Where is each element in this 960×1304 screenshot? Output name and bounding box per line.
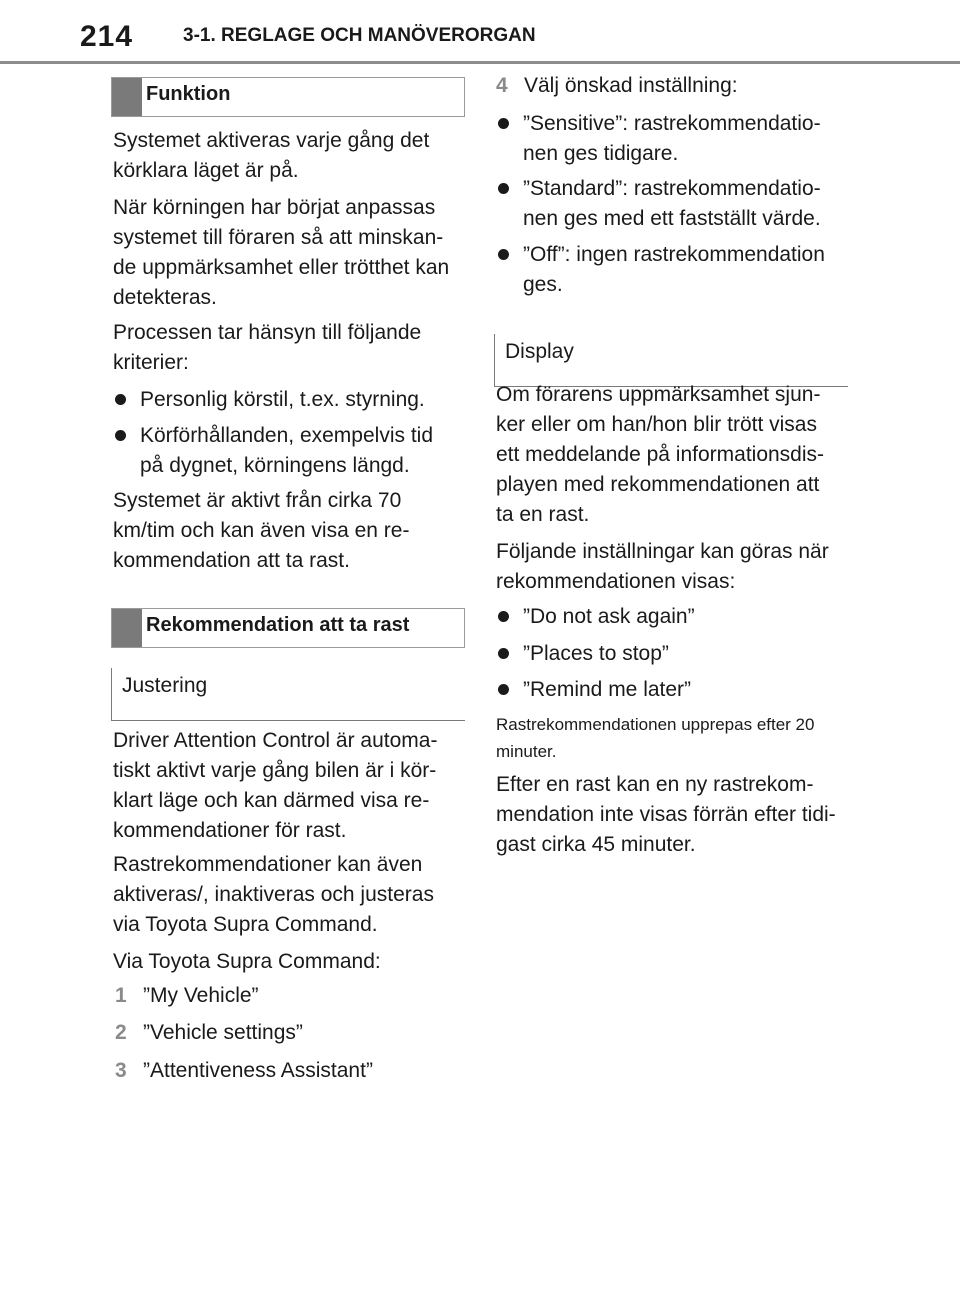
section-heading-label: Rekommendation att ta rast — [146, 614, 410, 636]
heading-bar — [112, 609, 142, 647]
bullet-icon — [498, 118, 509, 129]
list-item — [113, 421, 460, 481]
step-number: 1 — [115, 984, 127, 1007]
paragraph: Via Toyota Supra Command: — [113, 950, 381, 973]
paragraph: Om förarens uppmärksamhet sjun-ker eller om han/hon blir trött visas ett meddelande på informationsdis-playen med rekommendationen att ta en rast. — [496, 383, 825, 526]
paragraph: Rastrekommendationer kan även aktiveras/, inaktiveras och justeras via Toyota Supra Command. — [113, 853, 434, 936]
bullet-icon — [498, 648, 509, 659]
paragraph: Följande inställningar kan göras när rekommendationen visas: — [496, 540, 829, 593]
list-item — [496, 240, 843, 300]
subheading-label: Justering — [122, 674, 208, 697]
paragraph: Systemet är aktivt från cirka 70 km/tim och kan även visa en re-kommendation att ta rast. — [113, 489, 410, 572]
header-divider — [0, 61, 960, 64]
step-number: 4 — [496, 74, 508, 97]
step-number: 2 — [115, 1021, 127, 1044]
step-item — [113, 981, 473, 1011]
list-item — [113, 385, 470, 415]
list-item — [496, 602, 843, 632]
step-item — [113, 1018, 473, 1048]
list-item-text: ”Remind me later” — [523, 678, 692, 701]
section-heading-rast — [111, 608, 465, 648]
step-text: Välj önskad inställning: — [524, 74, 738, 97]
paragraph: Processen tar hänsyn till följande kriterier: — [113, 321, 422, 374]
step-text: ”Attentiveness Assistant” — [143, 1059, 373, 1082]
bullet-icon — [498, 183, 509, 194]
step-text: ”My Vehicle” — [143, 984, 259, 1007]
list-item-text: ”Standard”: rastrekommendatio-nen ges med ett fastställt värde. — [523, 177, 821, 230]
list-item-text: Körförhållanden, exempelvis tid på dygnet, körningens längd. — [140, 424, 433, 477]
paragraph: När körningen har börjat anpassas systemet till föraren så att minskan-de uppmärksamhet eller trötthet kan detekteras. — [113, 196, 450, 309]
bullet-icon — [115, 430, 126, 441]
bullet-icon — [498, 684, 509, 695]
list-item — [496, 675, 843, 705]
list-item — [496, 174, 843, 234]
heading-bar — [112, 78, 142, 116]
subheading-justering — [111, 668, 465, 721]
bullet-icon — [115, 394, 126, 405]
subheading-label: Display — [505, 340, 574, 363]
paragraph: Efter en rast kan en ny rastrekom-mendation inte visas förrän efter tidi-gast cirka 45 minuter. — [496, 773, 836, 856]
chapter-title: 3-1. REGLAGE OCH MANÖVERORGAN — [183, 25, 536, 46]
bullet-icon — [498, 249, 509, 260]
step-item — [113, 1056, 473, 1086]
list-item-text: Personlig körstil, t.ex. styrning. — [140, 388, 425, 411]
list-item-text: ”Do not ask again” — [523, 605, 695, 628]
page-number: 214 — [80, 20, 134, 53]
list-item-text: ”Off”: ingen rastrekommendation ges. — [523, 243, 825, 296]
step-number: 3 — [115, 1059, 127, 1082]
list-item-text: ”Places to stop” — [523, 642, 669, 665]
section-heading-funktion — [111, 77, 465, 117]
paragraph: Systemet aktiveras varje gång det körklara läget är på. — [113, 129, 430, 182]
list-item — [496, 639, 843, 669]
list-item-text: ”Sensitive”: rastrekommendatio-nen ges tidigare. — [523, 112, 821, 165]
paragraph: Driver Attention Control är automa-tiskt aktivt varje gång bilen är i kör-klart läge och kan därmed visa re-kommendationer för rast. — [113, 729, 438, 842]
step-item — [494, 71, 864, 101]
step-text: ”Vehicle settings” — [143, 1021, 303, 1044]
page-header — [0, 0, 960, 64]
bullet-icon — [498, 611, 509, 622]
list-item — [496, 109, 843, 169]
section-heading-label: Funktion — [146, 83, 231, 105]
note-text: Rastrekommendationen upprepas efter 20 minuter. — [496, 715, 815, 761]
